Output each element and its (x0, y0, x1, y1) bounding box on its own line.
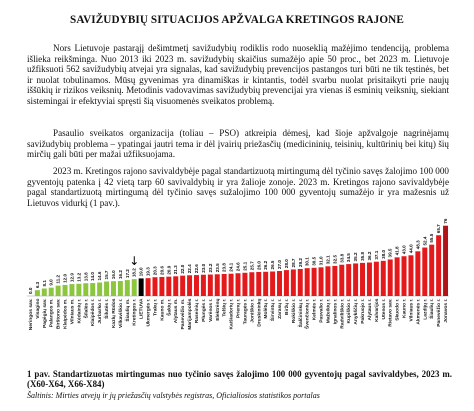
value-label: 15.7 (104, 270, 110, 280)
category-label: Kaišiadorių r. (229, 298, 235, 330)
value-label: 29.2 (297, 258, 303, 267)
value-label: 11.2 (55, 274, 61, 284)
bar (429, 245, 434, 296)
category-label: Zarasų r. (278, 298, 284, 319)
category-label: Klaipėdos m. (63, 298, 69, 329)
value-label: 24.1 (228, 262, 234, 272)
value-label: 21.3 (173, 265, 179, 275)
value-label: 0.0 (27, 287, 33, 294)
bar (270, 271, 275, 296)
bar (395, 257, 400, 296)
bar (222, 274, 227, 296)
category-label: Marijampolės (188, 298, 194, 330)
category-label: Rokiškio r. (291, 298, 297, 324)
value-label: 48.3 (415, 240, 421, 250)
category-label: Vilniaus r. (409, 298, 415, 322)
bar (436, 235, 441, 296)
bar (56, 286, 61, 296)
bar (49, 288, 54, 296)
bar (159, 277, 164, 296)
value-label: 6.3 (34, 281, 40, 289)
bar (284, 270, 289, 296)
category-label: Varėnos r. (208, 298, 214, 322)
bar (76, 284, 81, 296)
category-label: Kelmės r. (312, 298, 318, 321)
bar (353, 263, 358, 296)
value-label: 65.7 (436, 224, 442, 234)
value-label: 22.6 (193, 264, 199, 274)
paragraph-kretinga-text: 2023 m. Kretingos rajono savivaldybėje pagal standartizuotą mirtingumą dėl tyčinio savęs žalojimo 100 000 gyventojų patenka į 42 vietą tarp 60 savivaldybių ir yra žalioje zonoje. 2023 m. Kretingos rajono savivaldybėje pagal standartizuotą mirtingumą dėl tyčinio savęs sužalojimo 100 000 gyventojų sumažėjo ir yra mažesnis už Lietuvos vidurkį (1 pav.). (27, 166, 449, 208)
bar (374, 262, 379, 296)
category-label: Kretingos r. (132, 298, 138, 326)
bar (35, 290, 40, 296)
bar (291, 269, 296, 296)
value-label: 14.6 (97, 271, 103, 281)
category-label: Panevėžio m. (181, 298, 187, 330)
category-label: Panevėžio r. (437, 298, 443, 327)
bar (360, 263, 365, 296)
category-label: Tauragės r. (243, 298, 249, 325)
bar (312, 268, 317, 296)
category-label: Mažeikių r. (326, 298, 332, 324)
bar (139, 278, 144, 296)
bar (422, 248, 427, 296)
bar (325, 266, 330, 296)
bar (388, 259, 393, 296)
bar (69, 284, 74, 296)
value-label: 30.5 (311, 256, 317, 266)
bar (146, 278, 151, 296)
category-label: LIETUVA (139, 298, 145, 320)
category-label: Rietavo sav. (388, 298, 394, 327)
bar (408, 255, 413, 296)
value-label: 24.6 (235, 262, 241, 272)
category-label: Neringos sav. (28, 298, 34, 331)
category-label: Jonavos r. (444, 298, 449, 323)
bar (194, 275, 199, 296)
category-label: Raseinių r. (194, 298, 200, 324)
category-label: Plungės r. (201, 298, 207, 322)
bar (381, 261, 386, 296)
paragraph-intro-text: Nors Lietuvoje pastarąjį dešimtmetį savižudybių rodiklis rodo nuoseklią mažėjimo tendenciją, problema išlieka reikšminga. Nuo 2013 iki 2023 m. savižudybių skaičius sumažėjo apie 50 proc., bet 2023 m. Lietuvoje užfiksuoti 562 savižudybių atvejai yra signalas, kad savižudybių prevencijos pastangos turi būti ne tik tęstinės, bet ir nuolat tobulinamos. Mūsų gyvenimas yra dinamiškas ir kintantis, todėl svarbu nuolat prisitaikyti prie naujų iššūkių ir rizikos veiksnių. Metodinis vadovavimas savižudybių prevencijai yra vienas iš esminių veiksnių, siekiant sistemingai ir efektyviai spręsti šią visuomenės sveikatos problemą. (27, 43, 449, 106)
value-label: 23.0 (200, 263, 206, 273)
bar (215, 274, 220, 296)
value-label: 20.9 (166, 265, 172, 275)
bar (415, 251, 420, 296)
bar (346, 264, 351, 296)
category-label: Utenos r. (381, 298, 387, 320)
category-label: Druskininkų (257, 298, 263, 327)
bar (229, 274, 234, 296)
category-label: Šilalės r. (84, 298, 90, 319)
category-label: Pagėgių sav. (42, 298, 48, 329)
bar (187, 275, 192, 296)
category-label: Akmenės r. (416, 298, 422, 325)
value-label: 52.4 (422, 236, 428, 246)
value-label: 32.5 (332, 254, 338, 264)
value-label: 33.8 (339, 253, 345, 263)
bar (90, 283, 95, 296)
bar (298, 269, 303, 296)
value-label: 26.2 (263, 260, 269, 270)
bar (319, 267, 324, 296)
value-label: 19.0 (138, 267, 144, 277)
category-label: Vilniaus m. (70, 298, 76, 325)
bar (367, 263, 372, 296)
category-label: Kauno m. (160, 298, 166, 321)
bar (125, 280, 130, 296)
value-label: 13.2 (76, 272, 82, 282)
bar (118, 281, 123, 296)
category-label: Kėdainių r. (77, 298, 83, 324)
category-label: Birštono sav. (56, 298, 62, 330)
category-label: Pakruojo r. (361, 298, 367, 324)
bar (256, 272, 261, 296)
mortality-bar-chart (27, 216, 449, 368)
bar (339, 265, 344, 296)
category-label: Alytaus m. (174, 298, 180, 324)
bar (83, 283, 88, 296)
value-label: 20.3 (152, 266, 158, 276)
category-label: Alytaus r. (367, 298, 373, 321)
bar (104, 281, 109, 296)
value-label: 17.2 (124, 269, 130, 279)
value-label: 16.2 (117, 270, 123, 280)
paragraph-who-text: Pasaulio sveikatos organizacija (toliau – PSO) atkreipia dėmesį, kad šioje apžvalgoje nagrinėjamų savižudybių problema – ypatingai jautri tema ir dėl įvairių priežasčių (medicininių, teisinių, kultūrinių bei kitų) šių mirčių gali būti per mažai užfiksuojama. (27, 128, 449, 160)
category-label: Šalčininkų r. (298, 298, 304, 328)
bar (208, 275, 213, 296)
value-label: 28.0 (283, 259, 289, 269)
category-label: Lazdijų r. (423, 298, 429, 320)
category-label: Kupiškio r. (347, 298, 353, 324)
page-title: SAVIŽUDYBIŲ SITUACIJOS APŽVALGA KRETINGOS RAJONE (70, 14, 404, 26)
value-label: 27.0 (277, 260, 283, 270)
value-label: 31.0 (318, 256, 324, 266)
category-label: Kazlų Rūdos (111, 298, 117, 329)
bar (263, 272, 268, 296)
value-label: 37.1 (373, 250, 379, 260)
category-label: Švenčionių r. (305, 298, 311, 329)
value-label: 16.0 (110, 270, 116, 280)
bar (180, 276, 185, 296)
category-label: Širvintų r. (271, 298, 277, 322)
value-label: 36.2 (366, 251, 372, 261)
value-label: 26.0 (256, 260, 262, 270)
category-label: Joniškio r. (250, 298, 256, 323)
value-label: 35.8 (360, 251, 366, 261)
value-label: 22.0 (180, 264, 186, 274)
category-label: Palangos m. (49, 298, 55, 328)
bar (152, 277, 157, 296)
category-label: Trakų r. (153, 298, 159, 316)
bar (173, 276, 178, 296)
value-label: 20.6 (159, 265, 165, 275)
value-label: 12.9 (69, 273, 75, 283)
category-label: Šiaulių m. (125, 298, 131, 322)
value-label: 25.7 (249, 261, 255, 271)
bar (332, 266, 337, 296)
value-label: 19.3 (145, 267, 151, 277)
bar (42, 289, 47, 296)
category-label: Biržų r. (284, 298, 290, 316)
category-label: Kalvarijos (374, 298, 380, 322)
category-label: Molėtų r. (264, 298, 270, 319)
category-label: Pasvalio r. (319, 298, 325, 323)
category-label: Šiaulių r. (430, 298, 436, 319)
bar (249, 272, 254, 296)
category-label: Jurbarko r. (98, 298, 104, 324)
value-label: 32.1 (325, 255, 331, 265)
value-label: 55.5 (429, 233, 435, 243)
value-label: 9.0 (48, 279, 54, 286)
category-label: Šakių r. (167, 298, 173, 316)
value-label: 25.1 (242, 261, 248, 271)
bar (443, 226, 448, 296)
category-label: Ignalinos r. (333, 298, 339, 325)
value-label: 44.0 (408, 244, 414, 254)
value-label: 39.5 (387, 248, 393, 258)
bar (236, 273, 241, 296)
category-label: Prienų r. (236, 298, 242, 319)
value-label: 34.5 (346, 253, 352, 263)
bar (132, 279, 137, 296)
bar (305, 268, 310, 296)
category-label: Visagino (35, 298, 41, 319)
chart-svg (27, 216, 449, 368)
value-label: 41.8 (394, 246, 400, 256)
value-label: 26.5 (270, 260, 276, 270)
category-label: Telšių r. (222, 298, 228, 317)
bar (97, 283, 102, 297)
category-label: Klaipėdos r. (91, 298, 97, 327)
category-label: Skuodo r. (395, 298, 401, 321)
value-label: 30.1 (304, 257, 310, 267)
bar (242, 273, 247, 296)
value-label: 8.1 (41, 280, 47, 287)
value-label: 12.0 (62, 273, 68, 283)
value-label: 43.0 (401, 245, 407, 255)
value-label: 23.5 (214, 263, 220, 273)
bar (201, 275, 206, 296)
value-label: 23.2 (207, 263, 213, 273)
kretinga-marker-arrow: ↓ (129, 254, 140, 269)
paragraph-who (27, 128, 449, 160)
bar (277, 271, 282, 296)
bar (402, 256, 407, 296)
value-label: 23.8 (221, 263, 227, 272)
value-label: 22.4 (187, 264, 193, 274)
value-label: 14.0 (90, 272, 96, 282)
figure-caption: 1 pav. Standartizuotas mirtingumas nuo tyčinio savęs žalojimo 100 000 gyventojų pagal savivaldybes, 2023 m. (X60-X64, X66-X84) (27, 369, 452, 390)
category-label: Anykščių r. (354, 298, 360, 325)
category-label: Radviliškio r. (340, 298, 346, 329)
paragraph-kretinga (27, 166, 449, 208)
category-label: Ukmergės r. (146, 298, 152, 327)
bar (166, 277, 171, 296)
bar (63, 285, 68, 296)
category-label: Šilutės r. (105, 298, 111, 319)
value-label: 76 (443, 218, 449, 224)
bar (111, 281, 116, 296)
value-label: 28.7 (290, 258, 296, 268)
category-label: Vilkaviškio r. (118, 298, 124, 329)
figure-source: Šaltinis: Mirties atvejų ir jų priežasčių valstybės registras, Oficialiosios statistikos portalas (27, 391, 320, 400)
value-label: 18.2 (131, 268, 137, 278)
paragraph-intro (27, 43, 449, 107)
value-label: 13.8 (83, 272, 89, 282)
value-label: 38.0 (380, 249, 386, 259)
value-label: 35.2 (353, 252, 359, 262)
category-label: Elektrėnų (215, 298, 221, 321)
category-label: Kauno r. (402, 298, 408, 319)
